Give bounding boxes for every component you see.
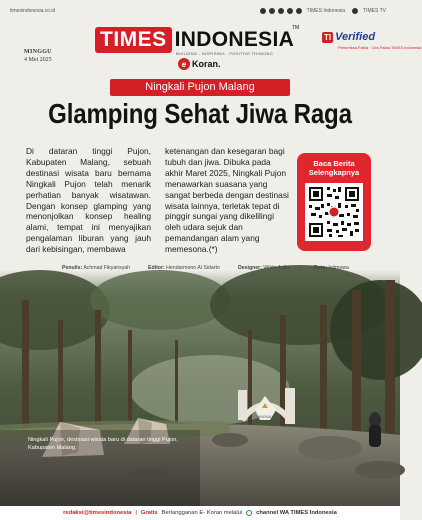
- x-icon[interactable]: [278, 8, 284, 14]
- times-indonesia-logo[interactable]: [95, 27, 294, 53]
- credit-editor-value: Hendarmono Al Sidarto: [166, 265, 220, 271]
- verified-text: Verified: [335, 31, 376, 43]
- qr-code[interactable]: [305, 183, 363, 241]
- article-credits: [62, 265, 392, 273]
- verified-logo: [322, 31, 375, 43]
- article-kicker: Ningkali Pujon Malang: [110, 79, 290, 96]
- ekoran-text: Koran.: [192, 59, 221, 69]
- whatsapp-icon: [246, 510, 252, 516]
- article-headline: Glamping Sehat Jiwa Raga: [48, 98, 352, 129]
- credit-penulis-key: Penulis:: [62, 265, 83, 271]
- footer-subscribe-text: Berlangganan E- Koran melalui: [161, 510, 243, 516]
- credit-designer-value: Wildo Aulia: [263, 265, 290, 271]
- ningkali-sign-text: NINGKALI: [256, 415, 274, 419]
- glamping-forest-photo: [0, 270, 400, 506]
- qr-label-line1: Baca Berita: [313, 159, 355, 168]
- trademark: TM: [292, 25, 300, 31]
- footer-bar: [0, 506, 400, 520]
- youtube-icon[interactable]: [287, 8, 293, 14]
- credit-designer: [238, 265, 289, 271]
- tv-icon[interactable]: [352, 8, 358, 14]
- read-more-qr-card[interactable]: [297, 153, 371, 251]
- verified-sub2: Cek Fakta TIMES Indonesia: [371, 45, 422, 50]
- credit-foto-value: Istimewa: [328, 265, 349, 271]
- credit-penulis-value: Achmad Fikyansyah: [83, 265, 131, 271]
- credit-penulis: [62, 265, 130, 271]
- instagram-icon[interactable]: [269, 8, 275, 14]
- article-column-1: Di dataran tinggi Pujon, Kabupaten Malang, sebuah destinasi wisata baru bernama Ningkali Pujon telah menarik perhatian banyak wisatawan. Dengan konsep glamping yang menonjolkan konsep healing alami, tempat ini menyajikan pengalaman liburan yang jauh dari kebisingan, membawa: [26, 146, 151, 255]
- logo-tagline: BUILDING - INSPIRING - POSITIVE THINKING: [176, 51, 274, 56]
- footer-divider: |: [135, 510, 137, 516]
- qr-code-icon: [305, 183, 363, 241]
- footer-email[interactable]: redaksi@timesindonesia: [63, 510, 132, 516]
- footer-channel[interactable]: channel WA TIMES Indonesia: [256, 510, 337, 516]
- credit-designer-key: Designer:: [238, 265, 262, 271]
- article-column-2: ketenangan dan kesegaran bagi tubuh dan jiwa. Dibuka pada akhir Maret 2025, Ningkali Pujon menawarkan suasana yang sangat berbeda dengan destinasi wisata lainnya, terletak tepat di pinggir sungai yang dikelilingi oleh udara sejuk dan pemandangan alam yang memesona.(*): [165, 146, 289, 255]
- issue-date: [24, 48, 52, 64]
- times-tv-label: TIMES TV: [363, 8, 386, 14]
- facebook-icon[interactable]: [260, 8, 266, 14]
- verified-sub1: Pemeriksa Fakta: [338, 45, 369, 50]
- social-handle: TIMES Indonesia: [306, 8, 346, 14]
- credit-foto: [314, 265, 349, 271]
- logo-times: TIMES: [95, 27, 172, 53]
- verified-ti: TI: [324, 32, 332, 42]
- qr-label-line2: Selengkapnya: [308, 168, 360, 177]
- footer-gratis: Gratis: [140, 510, 158, 516]
- credit-editor: [148, 265, 220, 271]
- site-url[interactable]: timesindonesia.co.id: [10, 8, 56, 14]
- tiktok-icon[interactable]: [296, 8, 302, 14]
- ekoran-e-icon: e: [178, 58, 190, 70]
- social-links: [260, 8, 390, 14]
- verified-subtitle: Pemeriksa Fakta · Cek Fakta TIMES Indonesia: [338, 45, 422, 50]
- credit-foto-key: Foto:: [314, 265, 327, 271]
- top-strip: [0, 0, 400, 22]
- logo-indonesia: INDONESIA: [174, 28, 295, 51]
- photo-caption: Ningkali Pujon, destinasi wisata baru di dataran tinggi Pujon, Kabupaten Malang.: [28, 437, 178, 451]
- article-photo: [0, 270, 400, 506]
- masthead: [0, 22, 422, 74]
- ekoran-logo: [178, 58, 221, 70]
- qr-label: [297, 159, 371, 177]
- issue-day: MINGGU: [24, 49, 52, 55]
- issue-date-text: 4 Mei 2025: [24, 57, 52, 63]
- credit-editor-key: Editor:: [148, 265, 165, 271]
